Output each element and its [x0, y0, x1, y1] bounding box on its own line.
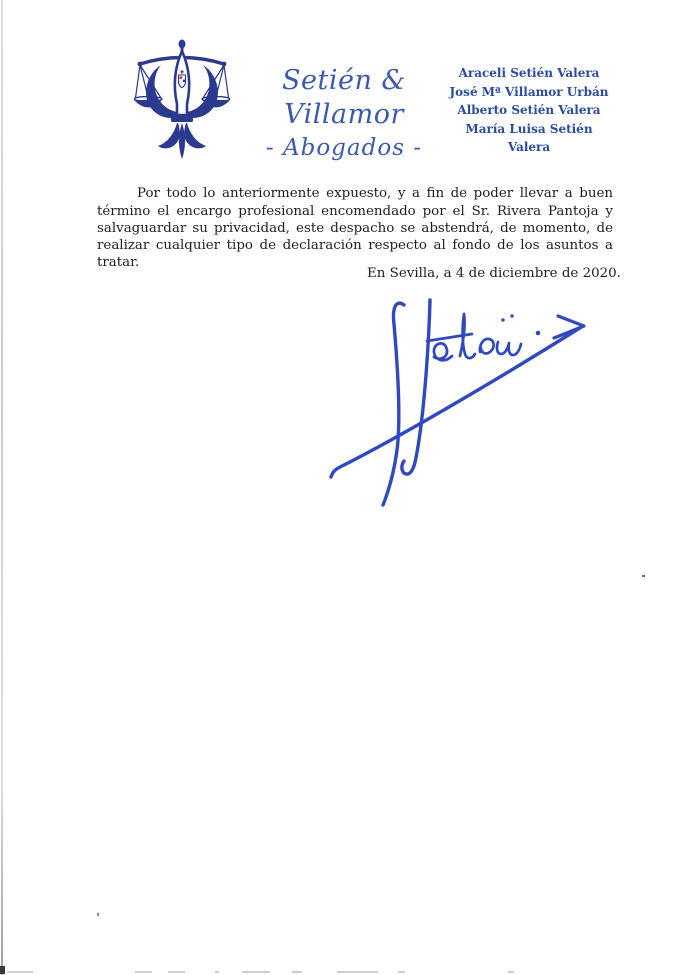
- scan-corner-artifact: [0, 966, 5, 974]
- letter-body-paragraph: Por todo lo anteriormente expuesto, y a fin de poder llevar a buen término el encargo profesional encomendado por el Sr. Rivera Pantoja y salvaguardar su privacidad, este despacho se abstendrá, de momento, de realizar cualquier tipo de declaración respecto al fondo de los asuntos a tratar.: [97, 186, 613, 271]
- signature-dot: [536, 331, 541, 336]
- scan-edge-artifact: [1, 0, 3, 975]
- lawyer-name: Alberto Setién Valera: [457, 103, 601, 118]
- signature-vertical-stroke: [383, 303, 404, 505]
- lawyer-name: José Mª Villamor Urbán: [449, 84, 609, 99]
- scan-speck: [642, 575, 645, 577]
- signature-vertical-stroke: [402, 300, 430, 474]
- firm-name: Setién & Villamor: [282, 65, 406, 130]
- scan-speck: [97, 913, 99, 916]
- scan-bottom-dash: [135, 971, 152, 973]
- scales-fleur-de-lis-logo-icon: [134, 38, 230, 160]
- signature-letter-stroke: [480, 339, 494, 354]
- scan-bottom-dash: [508, 971, 514, 973]
- signature-letter-stroke: [497, 342, 521, 355]
- signature-dot: [501, 318, 504, 321]
- scan-bottom-dash: [292, 971, 302, 973]
- date-place-line: En Sevilla, a 4 de diciembre de 2020.: [367, 266, 621, 281]
- lawyer-name: María Luisa Setién Valera: [465, 121, 593, 155]
- handwritten-signature: [300, 280, 610, 530]
- signature-crossbar-stroke: [427, 334, 472, 341]
- scan-bottom-dash: [398, 971, 405, 973]
- scan-bottom-dash: [168, 971, 185, 973]
- signature-underline-stroke: [331, 326, 583, 477]
- lawyer-name: Araceli Setién Valera: [458, 66, 600, 80]
- scan-bottom-dash: [337, 971, 378, 973]
- scan-bottom-dash: [215, 971, 219, 973]
- scan-bottom-dash: [7, 971, 33, 973]
- firm-subtitle: - Abogados -: [265, 135, 423, 161]
- signature-letter-stroke: [434, 343, 452, 360]
- firm-name-block: [228, 64, 460, 162]
- lawyer-names-list: [448, 64, 610, 157]
- signature-dot: [510, 314, 513, 317]
- scan-bottom-dash: [242, 971, 270, 973]
